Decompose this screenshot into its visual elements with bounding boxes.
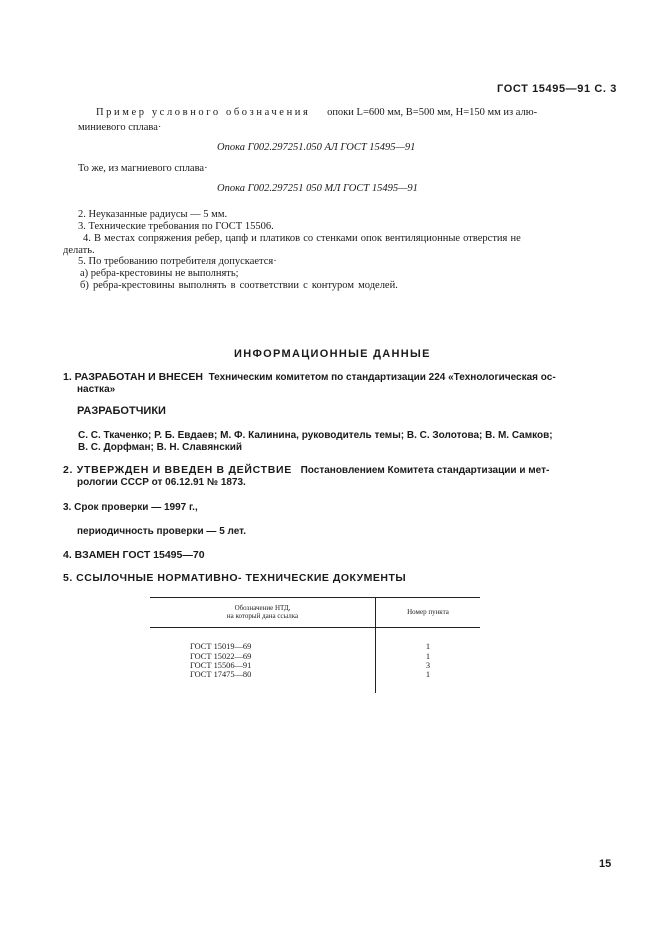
same-magnesium: То же, из магниевого сплава· (78, 163, 208, 174)
table-cell-item: 1 (425, 670, 431, 680)
table-row (150, 661, 480, 670)
table-cell-item: 1 (425, 651, 431, 661)
page-number: 15 (599, 858, 612, 870)
note-5a: а) ребра-крестовины не выполнять; (80, 268, 239, 279)
note-4-continued: делать. (63, 245, 95, 256)
info-3: 3. Срок проверки — 1997 г., (63, 502, 198, 513)
example-line-2: миниевого сплава· (78, 122, 162, 133)
info-title: ИНФОРМАЦИОННЫЕ ДАННЫЕ (234, 348, 431, 360)
info-2-text: Постановлением Комитета стандартизации и мет- (300, 465, 550, 476)
note-5b: б) ребра-крестовины выполнять в соответствии с контуром моделей. (80, 280, 398, 291)
table-row (150, 670, 480, 693)
header-doc-line-2: на который дана ссылка (226, 611, 299, 620)
developers-title: РАЗРАБОТЧИКИ (77, 405, 166, 417)
table-cell-doc: ГОСТ 15022—69 (150, 652, 376, 661)
info-2 (63, 464, 549, 478)
table-header-item: Номер пункта (407, 607, 449, 616)
developers-line-1: С. С. Ткаченко; Р. Б. Евдаев; М. Ф. Калинина, руководитель темы; В. С. Золотова; В. М. Самков; (78, 430, 553, 441)
document-code: ГОСТ 15495—91 С. 3 (497, 83, 617, 95)
designation-magnesium: Опока Г002.297251 050 МЛ ГОСТ 15495—91 (217, 183, 418, 194)
designation-aluminium: Опока Г002.297251.050 АЛ ГОСТ 15495—91 (217, 142, 416, 153)
reference-table (150, 597, 480, 693)
info-5: 5. ССЫЛОЧНЫЕ НОРМАТИВНО- ТЕХНИЧЕСКИЕ ДОКУМЕНТЫ (63, 572, 407, 584)
table-cell-doc: ГОСТ 15506—91 (150, 661, 376, 670)
header-doc-line-1: Обозначение НТД, (234, 604, 291, 612)
table-cell-doc: ГОСТ 15019—69 (150, 628, 376, 652)
table-row (150, 652, 480, 661)
example-lead: Пример условного обозначения (96, 107, 311, 118)
note-2: 2. Неуказанные радиусы — 5 мм. (78, 209, 228, 220)
info-1-continued: настка» (77, 384, 116, 395)
info-4: 4. ВЗАМЕН ГОСТ 15495—70 (63, 549, 205, 561)
note-5: 5. По требованию потребителя допускается· (78, 256, 277, 267)
info-3-continued: периодичность проверки — 5 лет. (77, 526, 246, 537)
note-3: 3. Технические требования по ГОСТ 15506. (78, 221, 274, 232)
info-2-heading: 2. УТВЕРЖДЕН И ВВЕДЕН В ДЕЙСТВИЕ (63, 464, 292, 476)
info-1-heading: 1. РАЗРАБОТАН И ВНЕСЕН (63, 371, 203, 383)
info-1-text: Техническим комитетом по стандартизации 224 «Технологическая ос- (208, 372, 556, 383)
table-header-doc (150, 598, 376, 628)
developers-line-2: В. С. Дорфман; В. Н. Славянский (78, 442, 243, 453)
table-row (150, 628, 480, 652)
info-1 (63, 371, 556, 385)
example-tail: опоки L=600 мм, B=500 мм, H=150 мм из алю- (327, 107, 538, 118)
note-4: 4. В местах сопряжения ребер, цапф и платиков со стенками опок вентиляционные отверстия не (83, 233, 521, 244)
table-cell-item: 1 (425, 642, 431, 652)
info-2-continued: рологии СССР от 06.12.91 № 1873. (77, 477, 246, 488)
example-line-1 (96, 107, 537, 120)
table-cell-item: 3 (425, 660, 431, 670)
table-cell-doc: ГОСТ 17475—80 (150, 670, 376, 693)
table-header-row (150, 598, 480, 628)
